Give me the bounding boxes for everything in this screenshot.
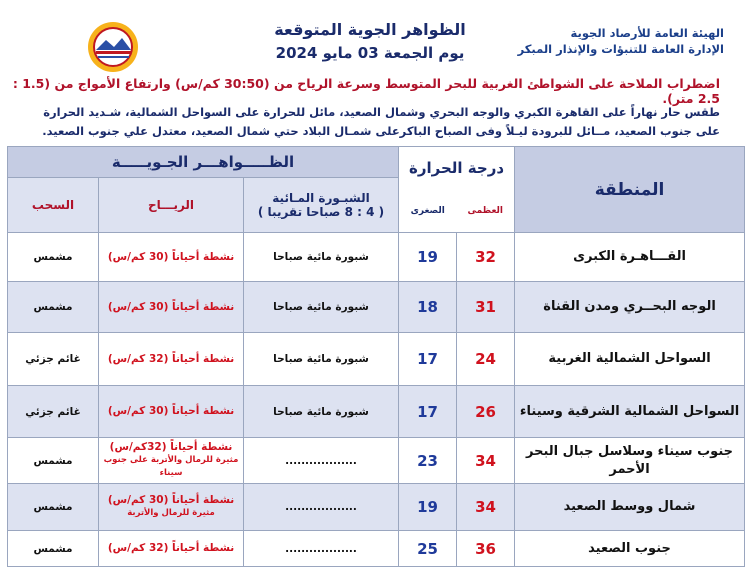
- clouds-cell: مشمس: [8, 484, 99, 531]
- wind-value: نشطة أحياناً (30 كم/س): [107, 300, 235, 313]
- max-temp-cell: 24: [457, 333, 515, 386]
- wind-cell: [99, 386, 244, 438]
- fog-header-label: الشبـورة المـائية: [272, 191, 370, 205]
- fog-cell: ..................: [244, 438, 399, 484]
- min-temp-header: الصغرى: [410, 206, 445, 216]
- max-temp-cell: 34: [457, 438, 515, 484]
- wind-cell: [99, 531, 244, 567]
- table-row: [8, 531, 745, 567]
- fog-cell: ..................: [244, 531, 399, 567]
- wind-value: نشطة أحياناً (32 كم/س): [107, 352, 235, 365]
- clouds-cell: مشمس: [8, 282, 99, 333]
- clouds-cell: غائم جزئي: [8, 386, 99, 438]
- temperature-header-label: درجة الحرارة: [409, 159, 505, 177]
- region-cell: القـــاهـرة الكبرى: [515, 233, 745, 282]
- wind-value: نشطة أحياناً (30 كم/س): [107, 250, 235, 263]
- temperature-header: [399, 147, 515, 233]
- max-temp-cell: 36: [457, 531, 515, 567]
- bulletin-date: يوم الجمعة 03 مايو 2024: [275, 44, 465, 62]
- clouds-cell: مشمس: [8, 531, 99, 567]
- min-temp-cell: 19: [399, 233, 457, 282]
- forecast-table: [7, 146, 745, 567]
- ema-logo: [86, 20, 140, 74]
- fog-header: [244, 178, 399, 233]
- table-row: [8, 233, 745, 282]
- clouds-cell: غائم جزئي: [8, 333, 99, 386]
- region-cell: السواحل الشمالية الغربية: [515, 333, 745, 386]
- fog-cell: ..................: [244, 484, 399, 531]
- weather-summary-line-2: على جنوب الصعيد، مــائل للبرودة ليـلاً وفى الصباح الباكرعلى شمـال البلاد حتي شمال الصعيد، معتدل علي جنوب الصعيد.: [42, 124, 720, 138]
- fog-cell: شبورة مائية صباحا: [244, 282, 399, 333]
- max-temp-header: العظمى: [467, 206, 503, 216]
- fog-cell: شبورة مائية صباحا: [244, 233, 399, 282]
- weather-summary-line-1: طقس حار نهاراً على القاهرة الكبري والوجه البحري وشمال الصعيد، مائل للحرارة على السواحل الشمالية، شـديد الحرارة: [43, 105, 720, 119]
- min-temp-cell: 25: [399, 531, 457, 567]
- navigation-warning: اضطراب الملاحة على الشواطئ الغربية للبحر المتوسط وسرعة الرياح من (30:50 كم/س) وارتفاع الأمواج من (1.5 : 2.5 متر).: [12, 76, 720, 106]
- fog-cell: شبورة مائية صباحا: [244, 333, 399, 386]
- wind-value: نشطة أحياناً (32 كم/س): [107, 542, 235, 554]
- weather-summary: [0, 103, 720, 141]
- min-temp-cell: 17: [399, 333, 457, 386]
- min-temp-cell: 23: [399, 438, 457, 484]
- wind-cell: [99, 484, 244, 531]
- wind-cell: [99, 233, 244, 282]
- wind-cell: [99, 282, 244, 333]
- table-row: [8, 282, 745, 333]
- table-row: [8, 386, 745, 438]
- wind-value: نشطة أحياناً (32كم/س): [109, 441, 233, 453]
- min-temp-cell: 19: [399, 484, 457, 531]
- table-row: [8, 484, 745, 531]
- max-temp-cell: 26: [457, 386, 515, 438]
- region-cell: السواحل الشمالية الشرقية وسيناء: [515, 386, 745, 438]
- wind-note: مثيرة للرمال والأتربة على جنوب سيناء: [103, 455, 239, 478]
- max-temp-cell: 31: [457, 282, 515, 333]
- region-cell: جنوب سيناء وسلاسل جبال البحر الأحمر: [515, 438, 745, 484]
- region-header: المنطقة: [515, 147, 745, 233]
- wind-note: مثيرة للرمال والأتربة: [127, 508, 215, 518]
- wind-header: الريـــاح: [99, 178, 244, 233]
- region-cell: شمال ووسط الصعيد: [515, 484, 745, 531]
- max-temp-cell: 34: [457, 484, 515, 531]
- org-line-1: الهيئة العامة للأرصاد الجوية: [570, 26, 724, 40]
- max-temp-cell: 32: [457, 233, 515, 282]
- min-temp-cell: 17: [399, 386, 457, 438]
- table-row: [8, 438, 745, 484]
- region-cell: جنوب الصعيد: [515, 531, 745, 567]
- fog-header-note: ( 4 : 8 صباحا تقريبا ): [257, 205, 385, 219]
- org-line-2: الإدارة العامة للتنبؤات والإنذار المبكر: [517, 42, 724, 56]
- table-row: [8, 333, 745, 386]
- phenomena-header: الظـــــواهـــر الجـويـــــة: [8, 147, 399, 178]
- clouds-cell: مشمس: [8, 233, 99, 282]
- fog-cell: شبورة مائية صباحا: [244, 386, 399, 438]
- organization-name: [518, 25, 724, 57]
- wind-value: نشطة أحياناً (30 كم/س): [107, 405, 235, 417]
- bulletin-header: [0, 0, 750, 145]
- wind-cell: [99, 333, 244, 386]
- clouds-header: السحب: [8, 178, 99, 233]
- bulletin-title: الظواهر الجوية المتوقعة: [274, 20, 466, 39]
- wind-value: نشطة أحياناً (30 كم/س): [107, 494, 235, 506]
- region-cell: الوجه البحــري ومدن القناة: [515, 282, 745, 333]
- clouds-cell: مشمس: [8, 438, 99, 484]
- min-temp-cell: 18: [399, 282, 457, 333]
- wind-cell: [99, 438, 244, 484]
